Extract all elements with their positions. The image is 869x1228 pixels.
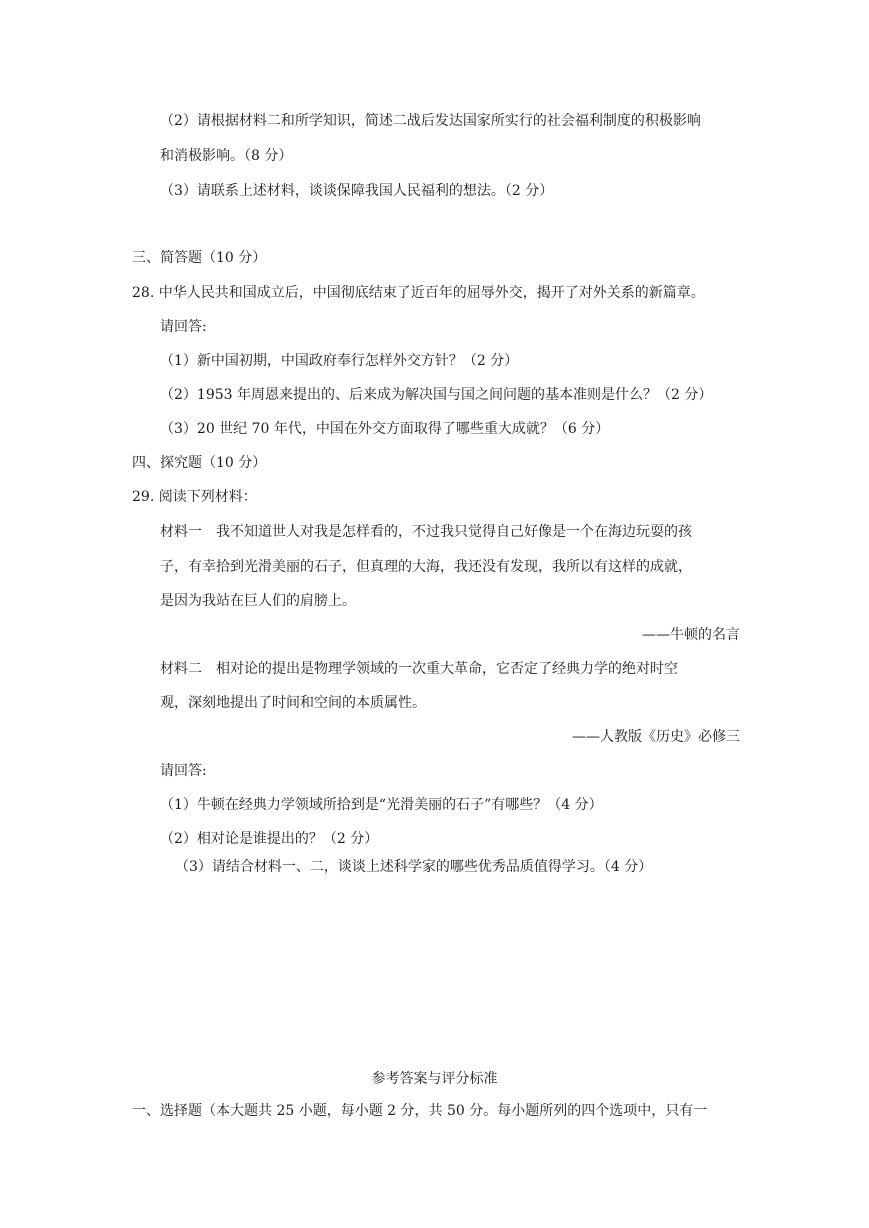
- answers-section1-intro: 一、选择题（本大题共 25 小题，每小题 2 分，共 50 分。每小题所列的四个选项中，只有一: [132, 1103, 708, 1119]
- q29-material2-line2: 观，深刻地提出了时间和空间的本质属性。: [160, 695, 426, 711]
- q28-sub2: （2）1953 年周恩来提出的、后来成为解决国与国之间问题的基本准则是什么？（2 分）: [160, 387, 713, 403]
- q29-sub3: （3）请结合材料一、二，谈谈上述科学家的哪些优秀品质值得学习。（4 分）: [175, 859, 653, 875]
- q29-material1-line1: 材料一 我不知道世人对我是怎样看的，不过我只觉得自己好像是一个在海边玩耍的孩: [160, 524, 692, 540]
- q27-sub2-line2: 和消极影响。（8 分）: [160, 148, 293, 164]
- q29-prompt: 请回答:: [160, 763, 207, 779]
- q29-stem: 29. 阅读下列材料：: [132, 489, 257, 505]
- q27-sub2-line1: （2）请根据材料二和所学知识，简述二战后发达国家所实行的社会福利制度的积极影响: [160, 113, 701, 129]
- q29-material1-line3: 是因为我站在巨人们的肩膀上。: [160, 593, 356, 609]
- q29-material1-line2: 子，有幸拾到光滑美丽的石子，但真理的大海，我还没有发现，我所以有这样的成就，: [160, 559, 692, 575]
- q28-sub3: （3）20 世纪 70 年代，中国在外交方面取得了哪些重大成就？（6 分）: [160, 421, 610, 437]
- q29-material2-source: ——人教版《历史》必修三: [572, 729, 740, 745]
- q29-sub1: （1）牛顿在经典力学领域所拾到是“光滑美丽的石子”有哪些？（4 分）: [160, 797, 603, 813]
- q28-prompt: 请回答:: [160, 319, 207, 335]
- q28-stem: 28. 中华人民共和国成立后，中国彻底结束了近百年的屈辱外交，揭开了对外关系的新篇章。: [132, 285, 705, 301]
- section3-heading: 三、简答题（10 分）: [132, 250, 267, 266]
- q27-sub3: （3）请联系上述材料，谈谈保障我国人民福利的想法。（2 分）: [160, 183, 554, 199]
- q29-material2-line1: 材料二 相对论的提出是物理学领域的一次重大革命，它否定了经典力学的绝对时空: [160, 661, 678, 677]
- q29-material1-source: ——牛顿的名言: [642, 627, 740, 643]
- q29-sub2: （2）相对论是谁提出的？（2 分）: [160, 831, 379, 847]
- answers-title: 参考答案与评分标准: [371, 1071, 498, 1087]
- section4-heading: 四、探究题（10 分）: [132, 455, 267, 471]
- q28-sub1: （1）新中国初期，中国政府奉行怎样外交方针？（2 分）: [160, 353, 519, 369]
